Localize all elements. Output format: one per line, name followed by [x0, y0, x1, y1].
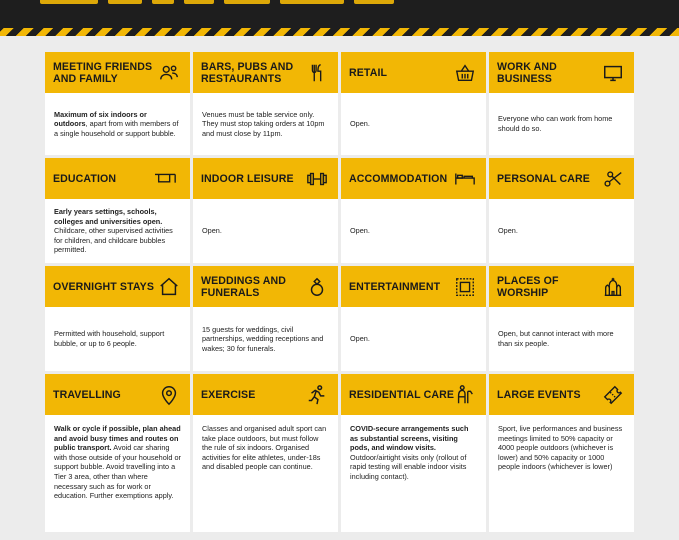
- card-title: WEDDINGS AND FUNERALS: [201, 274, 286, 299]
- runner-icon: [306, 384, 328, 406]
- card-title: BARS, PUBS AND RESTAURANTS: [201, 60, 294, 85]
- card-body: Open.: [489, 199, 634, 263]
- hazard-stripe: [0, 28, 679, 36]
- card-title: RETAIL: [349, 66, 388, 79]
- card-title: WORK AND BUSINESS: [497, 60, 557, 85]
- house-icon: [158, 276, 180, 298]
- card-header-entertainment: [341, 266, 486, 307]
- card-header-weddings: [193, 266, 338, 307]
- monitor-icon: [602, 62, 624, 84]
- card-body: Walk or cycle if possible, plan ahead and avoid busy times and routes on public transport. Avoid car sharing with those outside of your household or support bubble. Avoid travelling into a Tier 3 area, other than where necessary such as for work or education. Further exemptions apply.: [45, 415, 190, 532]
- bed-icon: [454, 168, 476, 190]
- card-title: EDUCATION: [53, 172, 117, 185]
- card-header-retail: [341, 52, 486, 93]
- dumbbell-icon: [306, 168, 328, 190]
- map-pin-icon: [158, 384, 180, 406]
- card-header-travelling: [45, 374, 190, 415]
- card-body: Open.: [193, 199, 338, 263]
- card-body: Classes and organised adult sport can take place outdoors, but must follow the rule of six indoors. Organised activities for elite athletes, under-18s and disabled people can continue.: [193, 415, 338, 532]
- church-icon: [602, 276, 624, 298]
- card-header-bars-pubs: [193, 52, 338, 93]
- card-header-large-events: [489, 374, 634, 415]
- basket-icon: [454, 62, 476, 84]
- card-body: COVID-secure arrangements such as substantial screens, visiting pods, and window visits. Outdoor/airtight visits only (rollout of rapid testing will enable indoor visits including contact).: [341, 415, 486, 532]
- header-banner-cropped-title: [40, 0, 460, 8]
- card-header-exercise: [193, 374, 338, 415]
- card-title: PERSONAL CARE: [497, 172, 590, 185]
- card-body: Early years settings, schools, colleges and universities open. Childcare, other supervised activities for children, and childcare bubbles permitted.: [45, 199, 190, 263]
- card-body: 15 guests for weddings, civil partnerships, wedding receptions and wakes; 30 for funerals.: [193, 307, 338, 371]
- people-icon: [158, 62, 180, 84]
- card-title: PLACES OF WORSHIP: [497, 274, 559, 299]
- card-title: INDOOR LEISURE: [201, 172, 294, 185]
- card-body: Everyone who can work from home should do so.: [489, 93, 634, 155]
- card-body: Sport, live performances and business meetings limited to 50% capacity or 4000 people outdoors (whichever is lower) and 50% capacity or 1000 people indoors (whichever is lower): [489, 415, 634, 532]
- ticket-icon: [602, 384, 624, 406]
- card-header-places-of-worship: [489, 266, 634, 307]
- card-title: TRAVELLING: [53, 388, 121, 401]
- card-header-personal-care: [489, 158, 634, 199]
- card-body: Open.: [341, 93, 486, 155]
- card-title: ACCOMMODATION: [349, 172, 448, 185]
- ring-icon: [306, 276, 328, 298]
- card-body: Open.: [341, 199, 486, 263]
- card-title: MEETING FRIENDS AND FAMILY: [53, 60, 153, 85]
- tier-rules-grid: [45, 52, 633, 535]
- cutlery-icon: [306, 62, 328, 84]
- card-header-work: [489, 52, 634, 93]
- card-header-indoor-leisure: [193, 158, 338, 199]
- card-title: OVERNIGHT STAYS: [53, 280, 154, 293]
- scissors-icon: [602, 168, 624, 190]
- card-body: Open.: [341, 307, 486, 371]
- card-header-education: [45, 158, 190, 199]
- card-header-residential-care: [341, 374, 486, 415]
- card-body: Venues must be table service only. They must stop taking orders at 10pm and must close by 11pm.: [193, 93, 338, 155]
- graduation-cap-icon: [152, 168, 180, 190]
- card-header-meeting-friends: [45, 52, 190, 93]
- card-title: LARGE EVENTS: [497, 388, 581, 401]
- card-header-overnight-stays: [45, 266, 190, 307]
- header-banner: [0, 0, 679, 28]
- card-header-accommodation: [341, 158, 486, 199]
- card-title: EXERCISE: [201, 388, 256, 401]
- card-title: RESIDENTIAL CARE: [349, 388, 454, 401]
- card-body: Open, but cannot interact with more than six people.: [489, 307, 634, 371]
- care-home-icon: [454, 384, 476, 406]
- card-body: Maximum of six indoors or outdoors, apart from with members of a single household or support bubble.: [45, 93, 190, 155]
- card-body: Permitted with household, support bubble, or up to 6 people.: [45, 307, 190, 371]
- picture-frame-icon: [454, 276, 476, 298]
- card-title: ENTERTAINMENT: [349, 280, 441, 293]
